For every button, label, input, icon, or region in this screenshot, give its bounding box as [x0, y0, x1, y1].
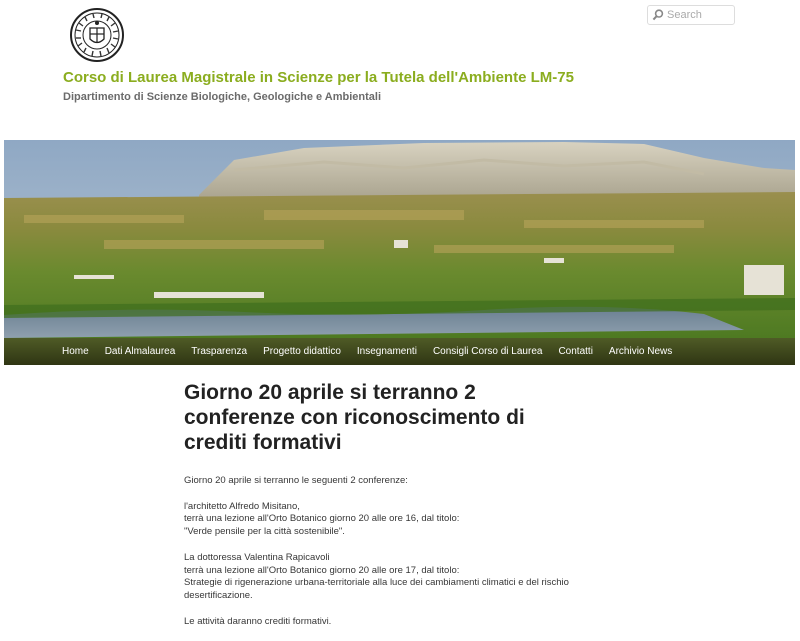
nav-item-insegnamenti[interactable]: Insegnamenti [356, 346, 417, 357]
lecture-1 [184, 501, 584, 539]
nav-item-archivio-news[interactable]: Archivio News [608, 346, 673, 357]
nav-item-progetto-didattico[interactable]: Progetto didattico [263, 346, 341, 357]
lecture-1-title: "Verde pensile per la città sostenibile". [184, 526, 345, 538]
nav-item-contatti[interactable]: Contatti [558, 346, 593, 357]
lecture-2-details: terrà una lezione all'Orto Botanico giorno 20 alle ore 17, dal titolo: [184, 564, 460, 576]
university-seal-logo[interactable] [66, 8, 128, 62]
main-navigation [4, 338, 795, 365]
nav-item-consigli-corso-di-laurea[interactable]: Consigli Corso di Laurea [432, 346, 543, 357]
nav-item-home[interactable]: Home [62, 346, 89, 357]
post-closing: Le attività daranno crediti formativi. [184, 615, 332, 627]
lecture-2-title: Strategie di rigenerazione urbana-territoriale alla luce dei cambiamenti climatici e del rischio desertificazione. [184, 577, 569, 601]
header-banner-image[interactable] [4, 140, 795, 338]
nav-item-trasparenza[interactable]: Trasparenza [191, 346, 248, 357]
site-description: Dipartimento di Scienze Biologiche, Geologiche e Ambientali [63, 91, 382, 103]
post-title: Giorno 20 aprile si terranno 2 conferenze con riconoscimento di crediti formativi [184, 381, 525, 454]
lecture-1-speaker: l'architetto Alfredo Misitano, [184, 500, 300, 512]
lecture-1-details: terrà una lezione all'Orto Botanico giorno 20 alle ore 16, dal titolo: [184, 513, 460, 525]
post-intro: Giorno 20 aprile si terranno le seguenti 2 conferenze: [184, 475, 408, 486]
lecture-2-speaker: La dottoressa Valentina Rapicavoli [184, 551, 330, 563]
nav-item-dati-almalaurea[interactable]: Dati Almalaurea [104, 346, 176, 357]
search-input[interactable] [664, 9, 727, 21]
seal-icon [66, 8, 128, 62]
post-article [184, 380, 584, 641]
post-body [184, 475, 584, 628]
lecture-2 [184, 552, 584, 603]
search-icon [652, 9, 664, 21]
landscape-image [4, 140, 795, 338]
search-box[interactable] [647, 5, 735, 25]
site-title[interactable]: Corso di Laurea Magistrale in Scienze per la Tutela dell'Ambiente LM-75 [63, 69, 574, 86]
